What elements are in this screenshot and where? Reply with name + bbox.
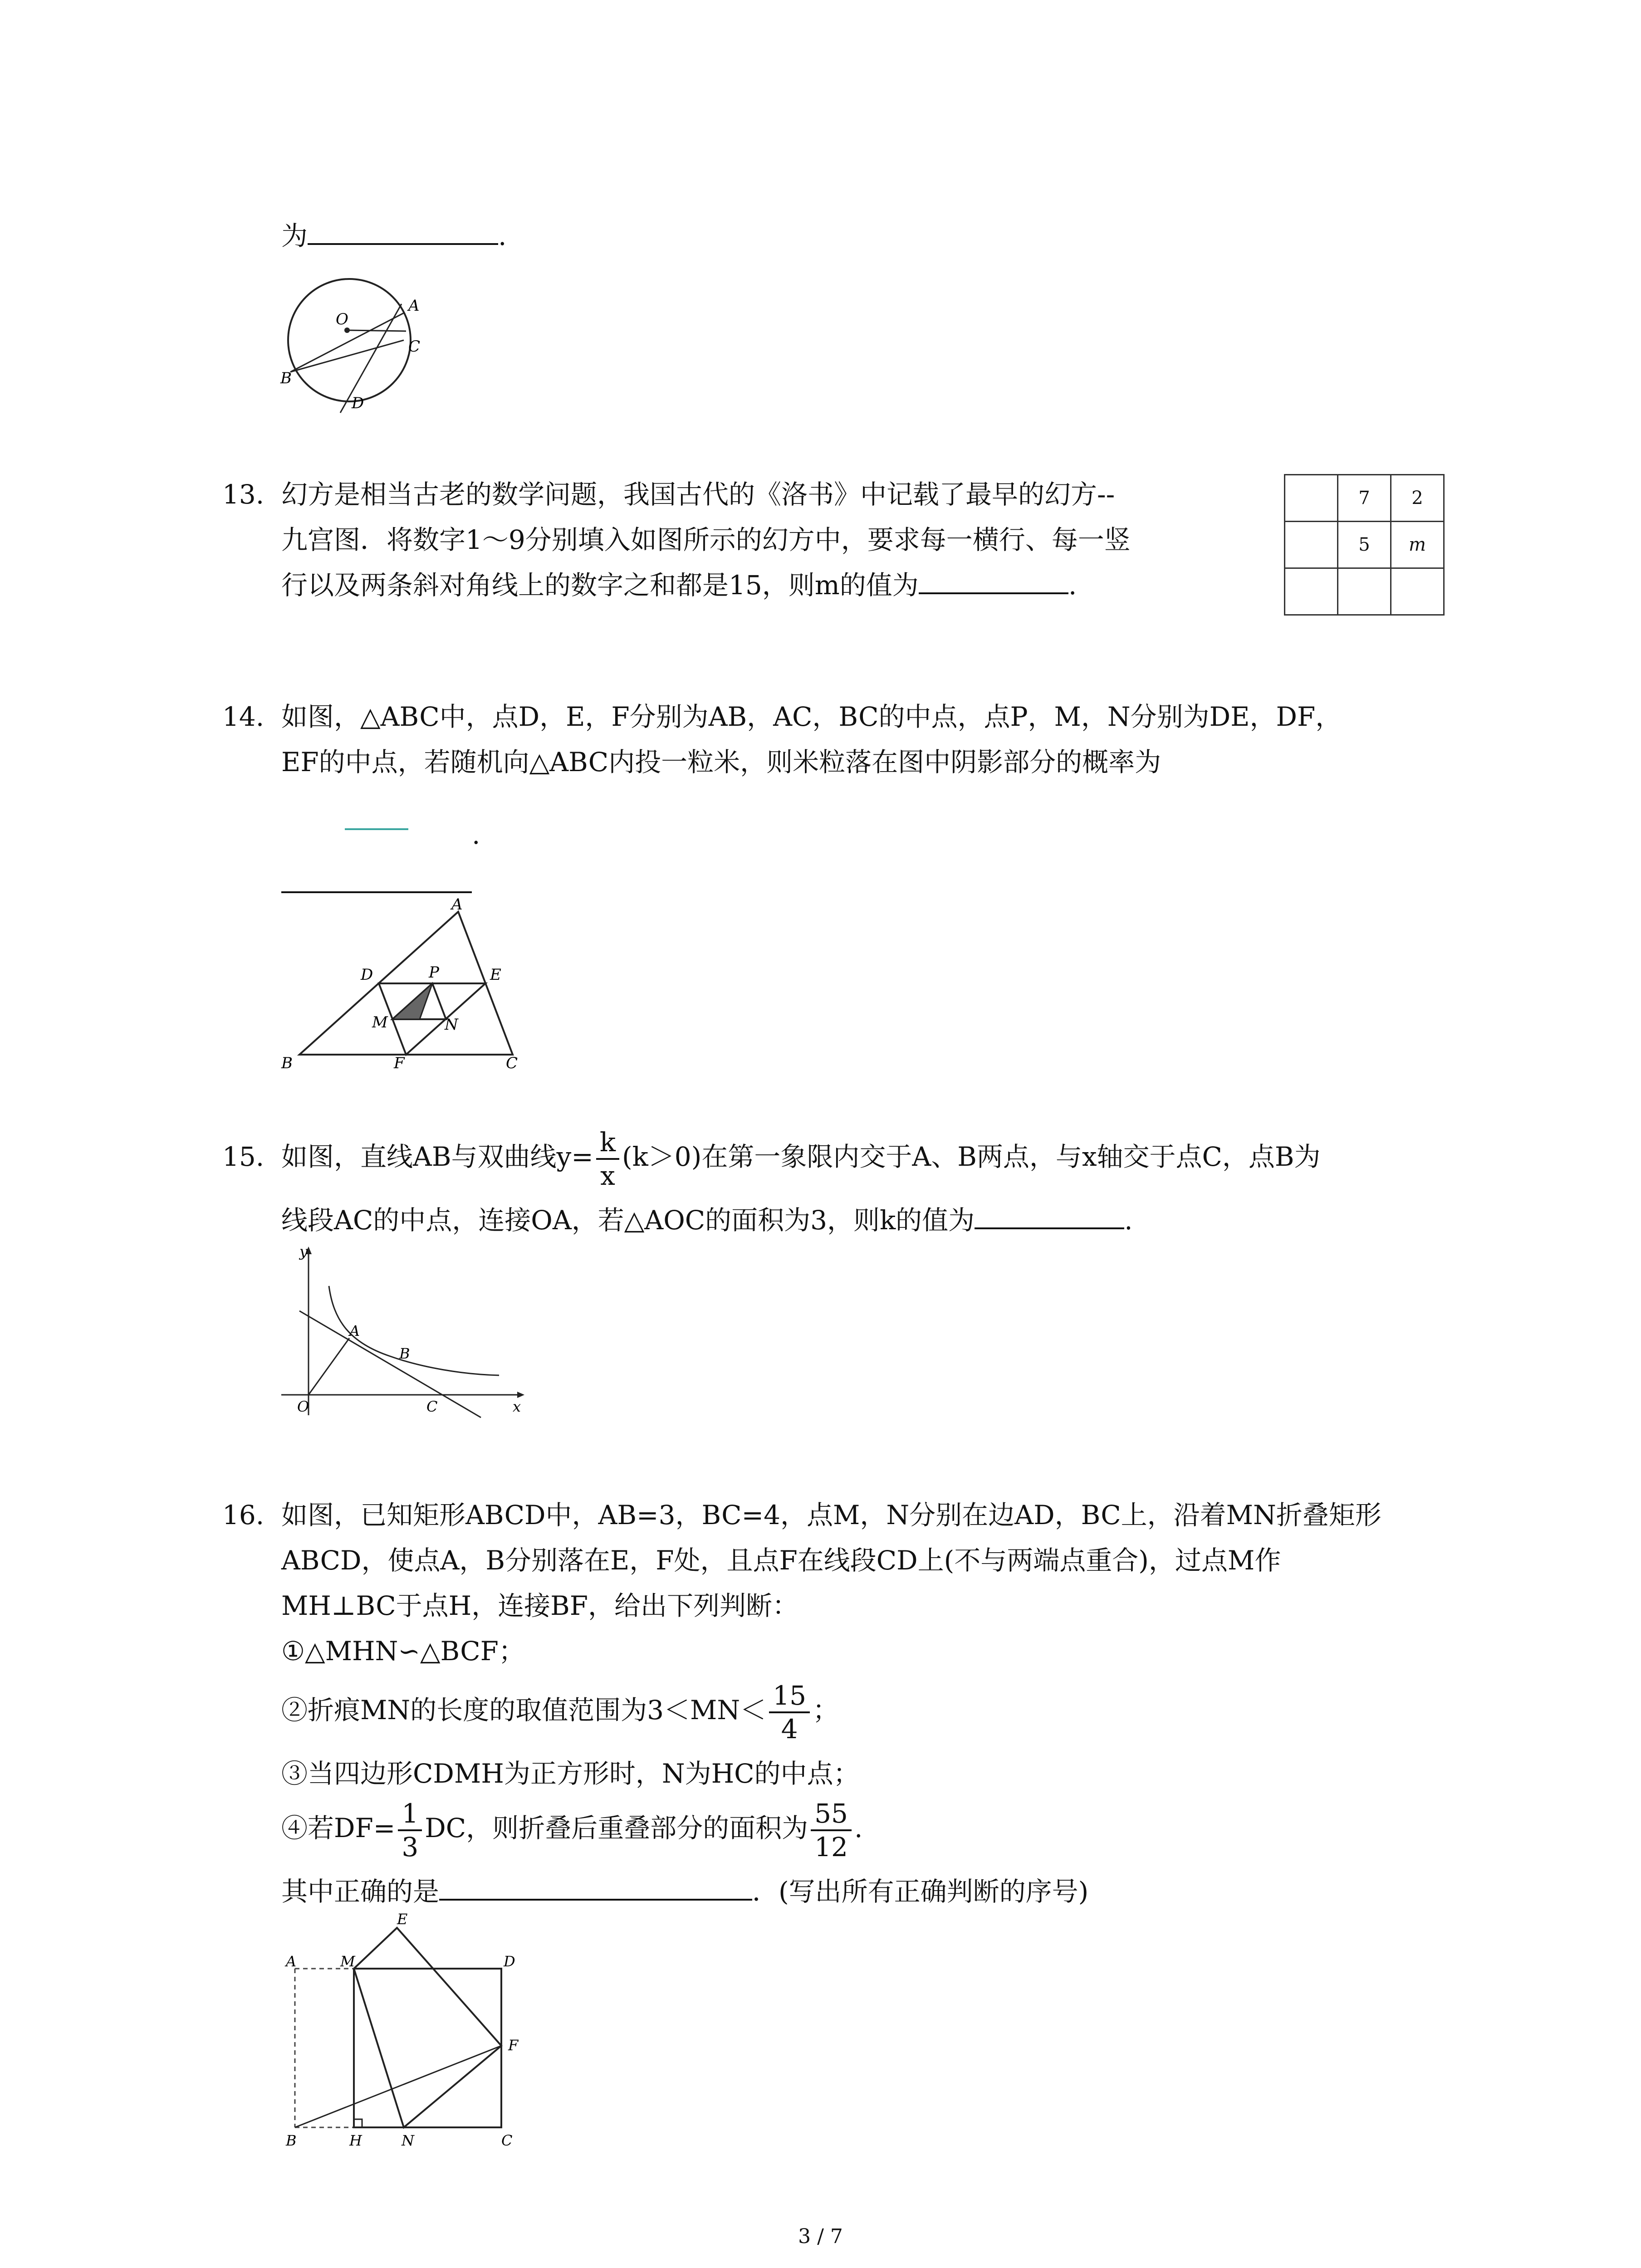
q15-number: 15. <box>222 1141 265 1172</box>
q13-cell <box>1285 522 1338 568</box>
q15-label-x: x <box>513 1398 521 1415</box>
q16-blank[interactable] <box>439 1894 752 1901</box>
q12-line-oa <box>347 330 406 331</box>
q14-label-f: F <box>394 1054 405 1070</box>
q12-end: . <box>498 220 507 251</box>
q14-label-e: E <box>490 966 501 984</box>
q13-cell <box>1285 568 1338 615</box>
q16-label-d: D <box>504 1953 515 1970</box>
q16-label-c: C <box>501 2132 513 2149</box>
q14-label-c: C <box>506 1054 518 1070</box>
q13-cell <box>1391 568 1444 615</box>
q12-circle-figure <box>272 263 426 417</box>
q16-s4-fraction-2 <box>811 1800 852 1860</box>
q16-s4-c: . <box>854 1813 863 1843</box>
q16-label-f: F <box>508 2037 519 2054</box>
q12-label-o: O <box>336 310 348 328</box>
q16-s2-fraction <box>769 1680 810 1745</box>
q16-s2-a: ②折痕MN的长度的取值范围为3＜MN＜ <box>281 1695 767 1725</box>
q16-label-h: H <box>349 2132 362 2149</box>
q14-label-b: B <box>281 1054 293 1070</box>
q13-cell: 2 <box>1391 475 1444 522</box>
q13-cell <box>1338 568 1391 615</box>
q14-label-m: M <box>372 1013 388 1031</box>
q16-s2-b: ； <box>813 1695 839 1725</box>
q12-label-b: B <box>280 369 292 387</box>
q16-label-n: N <box>402 2132 414 2149</box>
q16-label-m: M <box>340 1953 355 1970</box>
q16-ask-b: ．(写出所有正确判断的序号) <box>752 1876 1089 1907</box>
q13-line1: 幻方是相当古老的数学问题，我国古代的《洛书》中记载了最早的幻方-- <box>281 479 1115 510</box>
q12-line-ad <box>340 304 402 413</box>
q16-s4-den2: 12 <box>814 1831 848 1862</box>
q16-label-a: A <box>286 1953 297 1970</box>
q13-line3 <box>281 562 1077 608</box>
q12-blank[interactable] <box>308 239 498 245</box>
q15-line-ab <box>299 1311 481 1418</box>
q16-ask-line <box>281 1869 1088 1914</box>
q16-statement-2 <box>281 1674 839 1746</box>
q12-answer-line <box>281 213 506 259</box>
q15-x-arrow-icon <box>517 1392 524 1398</box>
q16-number: 16. <box>222 1500 265 1530</box>
q14-line1: 如图，△ABC中，点D，E，F分别为AB，AC，BC的中点，点P，M，N分别为DE，DF， <box>281 701 1342 732</box>
q15-label-a: A <box>349 1322 360 1339</box>
q12-circle <box>288 279 411 401</box>
q16-line3: MH⊥BC于点H，连接BF，给出下列判断： <box>281 1590 799 1621</box>
q16-s4-den1: 3 <box>402 1831 419 1862</box>
q16-ask-a: 其中正确的是 <box>281 1876 440 1907</box>
q15-graph-figure <box>272 1243 526 1424</box>
q13-cell: 5 <box>1338 522 1391 568</box>
q12-label-a: A <box>408 297 420 315</box>
q14-number: 14. <box>222 701 265 732</box>
q14-label-p: P <box>429 963 439 982</box>
q16-s2-den: 4 <box>781 1713 798 1745</box>
q16-statement-4 <box>281 1792 862 1864</box>
q13-line2: 九宫图．将数字1～9分别填入如图所示的幻方中，要求每一横行、每一竖 <box>281 524 1131 555</box>
q14-fraction-bar <box>345 828 408 830</box>
q16-line2: ABCD，使点A，B分别落在E，F处，且点F在线段CD上(不与两端点重合)，过点M作 <box>281 1545 1281 1576</box>
q13-cell: 7 <box>1338 475 1391 522</box>
q14-shaded-region <box>392 983 432 1019</box>
q14-end: . <box>472 819 480 850</box>
q12-line-bc <box>290 340 404 372</box>
q15-end: . <box>1124 1205 1133 1236</box>
q16-line-bf <box>295 2046 501 2127</box>
q16-s2-num: 15 <box>769 1682 810 1713</box>
q16-s4-num1: 1 <box>398 1800 422 1831</box>
page-number: 3 / 7 <box>798 2225 843 2248</box>
q13-cell <box>1285 475 1338 522</box>
q15-line1-b: (k＞0)在第一象限内交于A、B两点，与x轴交于点C，点B为 <box>622 1141 1321 1172</box>
q15-label-c: C <box>426 1398 438 1415</box>
q16-line1: 如图，已知矩形ABCD中，AB=3，BC=4，点M，N分别在边AD，BC上，沿着MN折叠矩形 <box>281 1500 1381 1530</box>
q15-label-y: y <box>299 1243 308 1260</box>
q15-line1 <box>281 1114 1321 1200</box>
q16-rectangle-cdmh <box>354 1969 501 2127</box>
q13-magic-square <box>1284 474 1445 616</box>
q15-blank[interactable] <box>975 1223 1124 1229</box>
q13-cell: m <box>1391 522 1444 568</box>
q16-rectangle-figure <box>272 1910 554 2164</box>
q16-statement-1: ①△MHN∽△BCF； <box>281 1636 525 1667</box>
q15-label-b: B <box>399 1345 410 1362</box>
q16-label-e: E <box>397 1911 408 1928</box>
q14-label-a: A <box>451 895 463 914</box>
q13-number: 13. <box>222 479 265 510</box>
q15-label-o: O <box>297 1398 309 1415</box>
q16-fold-outline <box>354 1928 501 2127</box>
q14-line2: EF的中点，若随机向△ABC内投一粒米，则米粒落在图中阴影部分的概率为 <box>281 747 1161 777</box>
q16-s4-a: ④若DF= <box>281 1813 396 1843</box>
q16-s4-num2: 55 <box>811 1800 852 1831</box>
q16-statement-3: ③当四边形CDMH为正方形时，N为HC的中点； <box>281 1758 860 1789</box>
q15-frac-num: k <box>596 1129 619 1160</box>
q14-triangle-figure <box>272 889 544 1070</box>
q16-right-angle-mark <box>354 2119 362 2127</box>
q16-label-b: B <box>286 2132 297 2149</box>
q16-s4-b: DC，则折叠后重叠部分的面积为 <box>425 1813 808 1843</box>
q16-s4-fraction-1 <box>398 1800 422 1860</box>
q15-fraction <box>596 1126 619 1191</box>
q15-line2 <box>281 1198 1133 1243</box>
q15-line1-a: 如图，直线AB与双曲线y= <box>281 1141 593 1172</box>
q14-label-d: D <box>361 966 373 984</box>
q13-end: . <box>1068 570 1077 601</box>
q13-blank[interactable] <box>919 588 1068 594</box>
q15-line-oa <box>309 1338 349 1395</box>
q13-line3-text: 行以及两条斜对角线上的数字之和都是15，则m的值为 <box>281 570 919 601</box>
q15-line2-text: 线段AC的中点，连接OA，若△AOC的面积为3，则k的值为 <box>281 1205 975 1236</box>
q12-lead: 为 <box>281 220 308 251</box>
q14-label-n: N <box>445 1016 458 1034</box>
q15-frac-den: x <box>600 1160 615 1191</box>
q12-label-c: C <box>408 337 421 356</box>
q12-label-d: D <box>352 394 364 412</box>
